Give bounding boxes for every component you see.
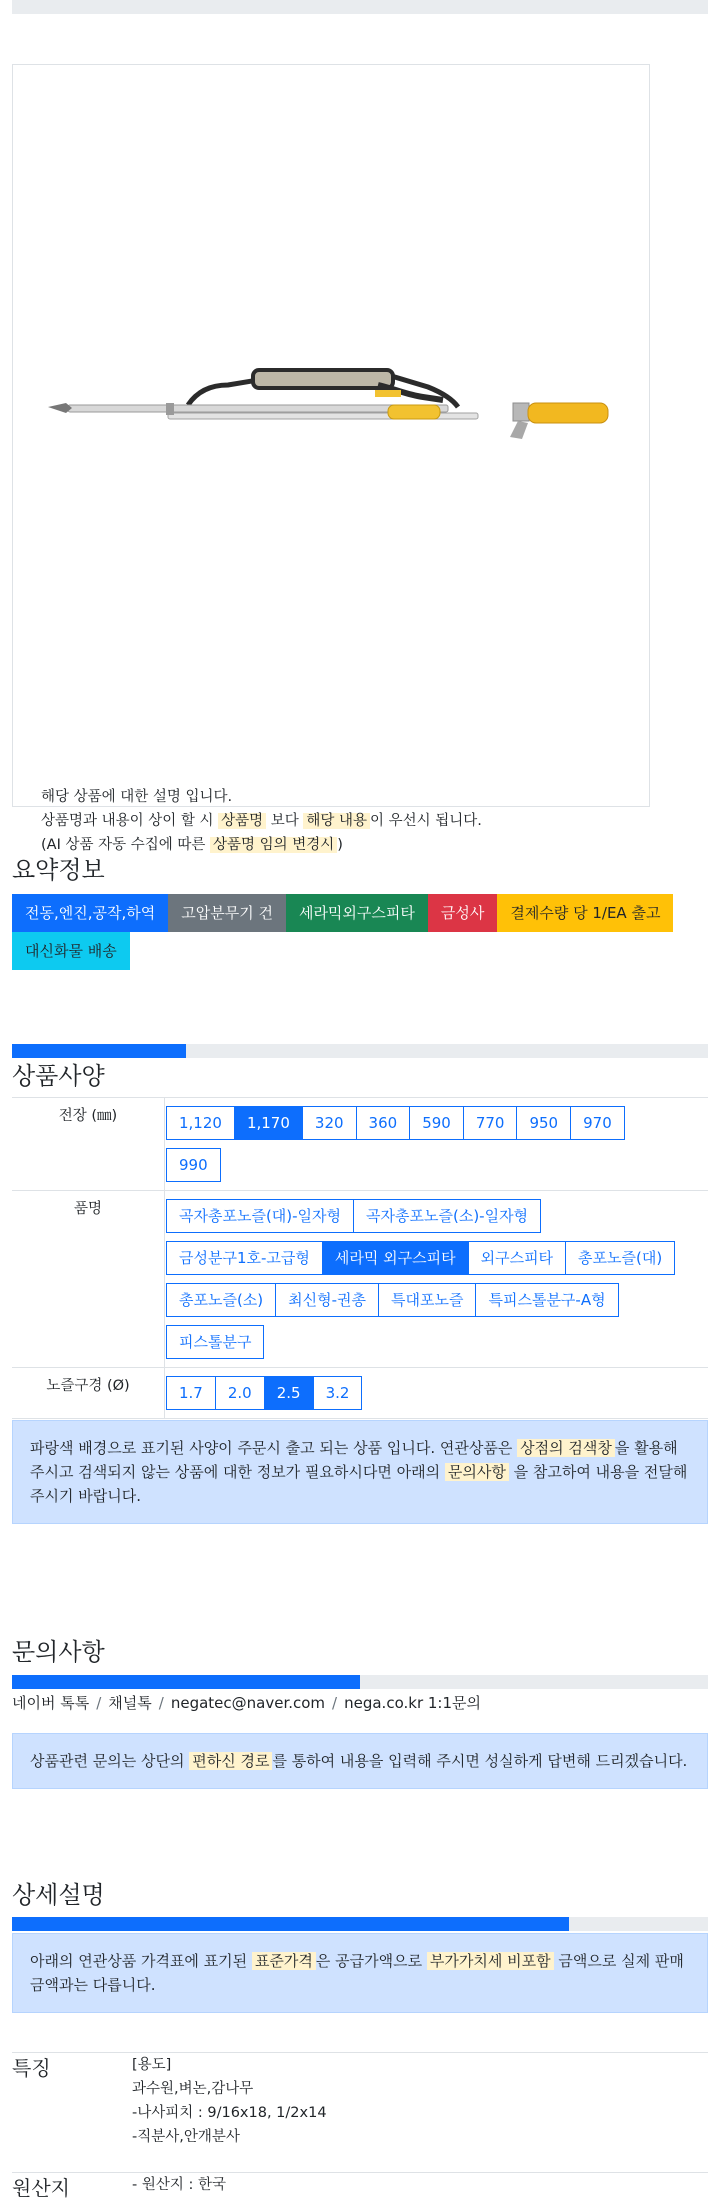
- option-row: [166, 1237, 708, 1279]
- detail-progress: [12, 1917, 708, 1931]
- option-nozzle[interactable]: 2.0: [215, 1376, 265, 1410]
- spec-row-name: [12, 1191, 708, 1368]
- contact-email[interactable]: negatec@naver.com: [170, 1694, 326, 1712]
- option-name-selected[interactable]: 세라믹 외구스피타: [322, 1241, 469, 1275]
- option-row: [166, 1372, 708, 1414]
- summary-badge: 결제수량 당 1/EA 출고: [497, 894, 673, 932]
- option-row: [166, 1144, 708, 1186]
- spec-label: 노즐구경 (Ø): [12, 1368, 165, 1419]
- option-name[interactable]: 최신형-권총: [275, 1283, 379, 1317]
- contact-separator: /: [332, 1694, 338, 1712]
- notice-text: 파랑색 배경으로 표기된 사양이 주문시 출고 되는 상품 입니다. 연관상품은: [30, 1439, 518, 1457]
- inquiry-notice: [12, 1733, 708, 1789]
- option-length[interactable]: 770: [463, 1106, 518, 1140]
- spec-notice: [12, 1420, 708, 1524]
- notice-highlight: 부가가치세 비포함: [427, 1952, 554, 1970]
- notice-highlight: 표준가격: [252, 1952, 316, 1970]
- option-row: [166, 1195, 708, 1237]
- spec-options: [165, 1368, 709, 1419]
- desc-text: 보다: [266, 813, 304, 829]
- features-line: 과수원,벼논,감나무: [132, 2081, 254, 2097]
- features-line: -나사피치 : 9/16x18, 1/2x14: [132, 2105, 327, 2121]
- contact-channel-talk[interactable]: 채널톡: [108, 1694, 152, 1712]
- option-nozzle[interactable]: 3.2: [313, 1376, 363, 1410]
- option-nozzle-selected[interactable]: 2.5: [264, 1376, 314, 1410]
- features-label: 특징: [12, 2056, 51, 2080]
- option-name[interactable]: 곡자총포노즐(대)-일자형: [166, 1199, 354, 1233]
- desc-highlight: 상품명 임의 변경시: [210, 837, 337, 853]
- notice-highlight: 상점의 검색창: [517, 1439, 615, 1457]
- option-row: [166, 1321, 708, 1363]
- option-name[interactable]: 특피스톨분구-A형: [475, 1283, 618, 1317]
- summary-badge: 세라믹외구스피타: [286, 894, 428, 932]
- spec-label: 품명: [12, 1191, 165, 1368]
- notice-highlight: 편하신 경로: [189, 1752, 272, 1770]
- notice-text: 상품관련 문의는 상단의: [30, 1752, 190, 1770]
- spec-label: 전장 (㎜): [12, 1098, 165, 1191]
- summary-badge: 금성사: [428, 894, 497, 932]
- option-name[interactable]: 피스톨분구: [166, 1325, 264, 1359]
- features-value: [132, 2053, 327, 2149]
- inquiry-progress: [12, 1675, 708, 1689]
- contact-naver-talk[interactable]: 네이버 톡톡: [12, 1694, 90, 1712]
- inquiry-progress-fill: [12, 1675, 360, 1689]
- desc-highlight: 상품명: [218, 813, 266, 829]
- notice-text: 를 통하여 내용을 입력해 주시면 성실하게 답변해 드리겠습니다.: [272, 1752, 688, 1770]
- option-nozzle[interactable]: 1.7: [166, 1376, 216, 1410]
- option-length[interactable]: 990: [166, 1148, 221, 1182]
- desc-line: [41, 809, 482, 833]
- contact-separator: /: [158, 1694, 164, 1712]
- spec-table: [12, 1097, 708, 1419]
- top-divider: [12, 0, 708, 14]
- detail-title: 상세설명: [12, 1881, 105, 1909]
- desc-text: 상품명과 내용이 상이 할 시: [41, 813, 219, 829]
- summary-badge: 전동,엔진,공작,하역: [12, 894, 168, 932]
- option-row: [166, 1102, 708, 1144]
- origin-label: 원산지: [12, 2176, 70, 2200]
- desc-text: ): [337, 837, 343, 853]
- summary-title: 요약정보: [12, 856, 105, 884]
- spec-row-length: [12, 1098, 708, 1191]
- option-length[interactable]: 590: [409, 1106, 464, 1140]
- spec-row-nozzle: [12, 1368, 708, 1419]
- inquiry-title: 문의사항: [12, 1638, 105, 1666]
- option-length[interactable]: 950: [516, 1106, 571, 1140]
- desc-highlight: 해당 내용: [303, 813, 370, 829]
- option-name[interactable]: 금성분구1호-고급형: [166, 1241, 323, 1275]
- notice-text: 을 참고하여 내용을 전달해 주시기 바랍니다.: [30, 1463, 688, 1505]
- desc-text: (AI 상품 자동 수집에 따른: [41, 837, 210, 853]
- detail-notice: [12, 1933, 708, 2013]
- spec-options: [165, 1098, 709, 1191]
- option-name[interactable]: 총포노즐(소): [166, 1283, 276, 1317]
- summary-badges: [12, 894, 708, 970]
- features-row: [12, 2052, 708, 2171]
- option-name[interactable]: 외구스피타: [468, 1241, 566, 1275]
- summary-badge: 고압분무기 건: [168, 894, 286, 932]
- spec-options: [165, 1191, 709, 1368]
- option-length[interactable]: 360: [356, 1106, 411, 1140]
- features-line: -직분사,안개분사: [132, 2129, 240, 2145]
- spec-title: 상품사양: [12, 1062, 105, 1090]
- product-image-card: [12, 64, 650, 853]
- summary-badge: 대신화물 배송: [12, 932, 130, 970]
- option-name[interactable]: 곡자총포노즐(소)-일자형: [353, 1199, 541, 1233]
- origin-value: - 원산지 : 한국: [132, 2177, 226, 2193]
- desc-text: 이 우선시 됩니다.: [370, 813, 482, 829]
- notice-text: 금액으로 실제 판매금액과는 다릅니다.: [30, 1952, 684, 1994]
- contact-separator: /: [96, 1694, 102, 1712]
- notice-highlight: 문의사항: [445, 1463, 509, 1481]
- origin-row: [12, 2172, 708, 2203]
- option-length-selected[interactable]: 1,170: [234, 1106, 303, 1140]
- option-length[interactable]: 970: [570, 1106, 625, 1140]
- option-name[interactable]: 특대포노즐: [378, 1283, 476, 1317]
- notice-text: 은 공급가액으로: [315, 1952, 427, 1970]
- option-length[interactable]: 1,120: [166, 1106, 235, 1140]
- notice-text: 을 활용해 주시고 검색되지 않는 상품에 대한 정보가 필요하시다면 아래의: [30, 1439, 678, 1481]
- product-image: [48, 345, 648, 445]
- desc-line: 해당 상품에 대한 설명 입니다.: [41, 789, 233, 805]
- spec-progress: [12, 1044, 708, 1058]
- option-row: [166, 1279, 708, 1321]
- product-description: [41, 785, 482, 857]
- desc-line: [41, 833, 482, 857]
- option-length[interactable]: 320: [302, 1106, 357, 1140]
- features-line: [용도]: [132, 2057, 172, 2073]
- notice-text: 아래의 연관상품 가격표에 표기된: [30, 1952, 252, 1970]
- detail-progress-fill: [12, 1917, 569, 1931]
- contact-links: [12, 1692, 481, 1713]
- contact-site-inquiry[interactable]: nega.co.kr 1:1문의: [344, 1694, 481, 1712]
- option-name[interactable]: 총포노즐(대): [565, 1241, 675, 1275]
- spec-progress-fill: [12, 1044, 186, 1058]
